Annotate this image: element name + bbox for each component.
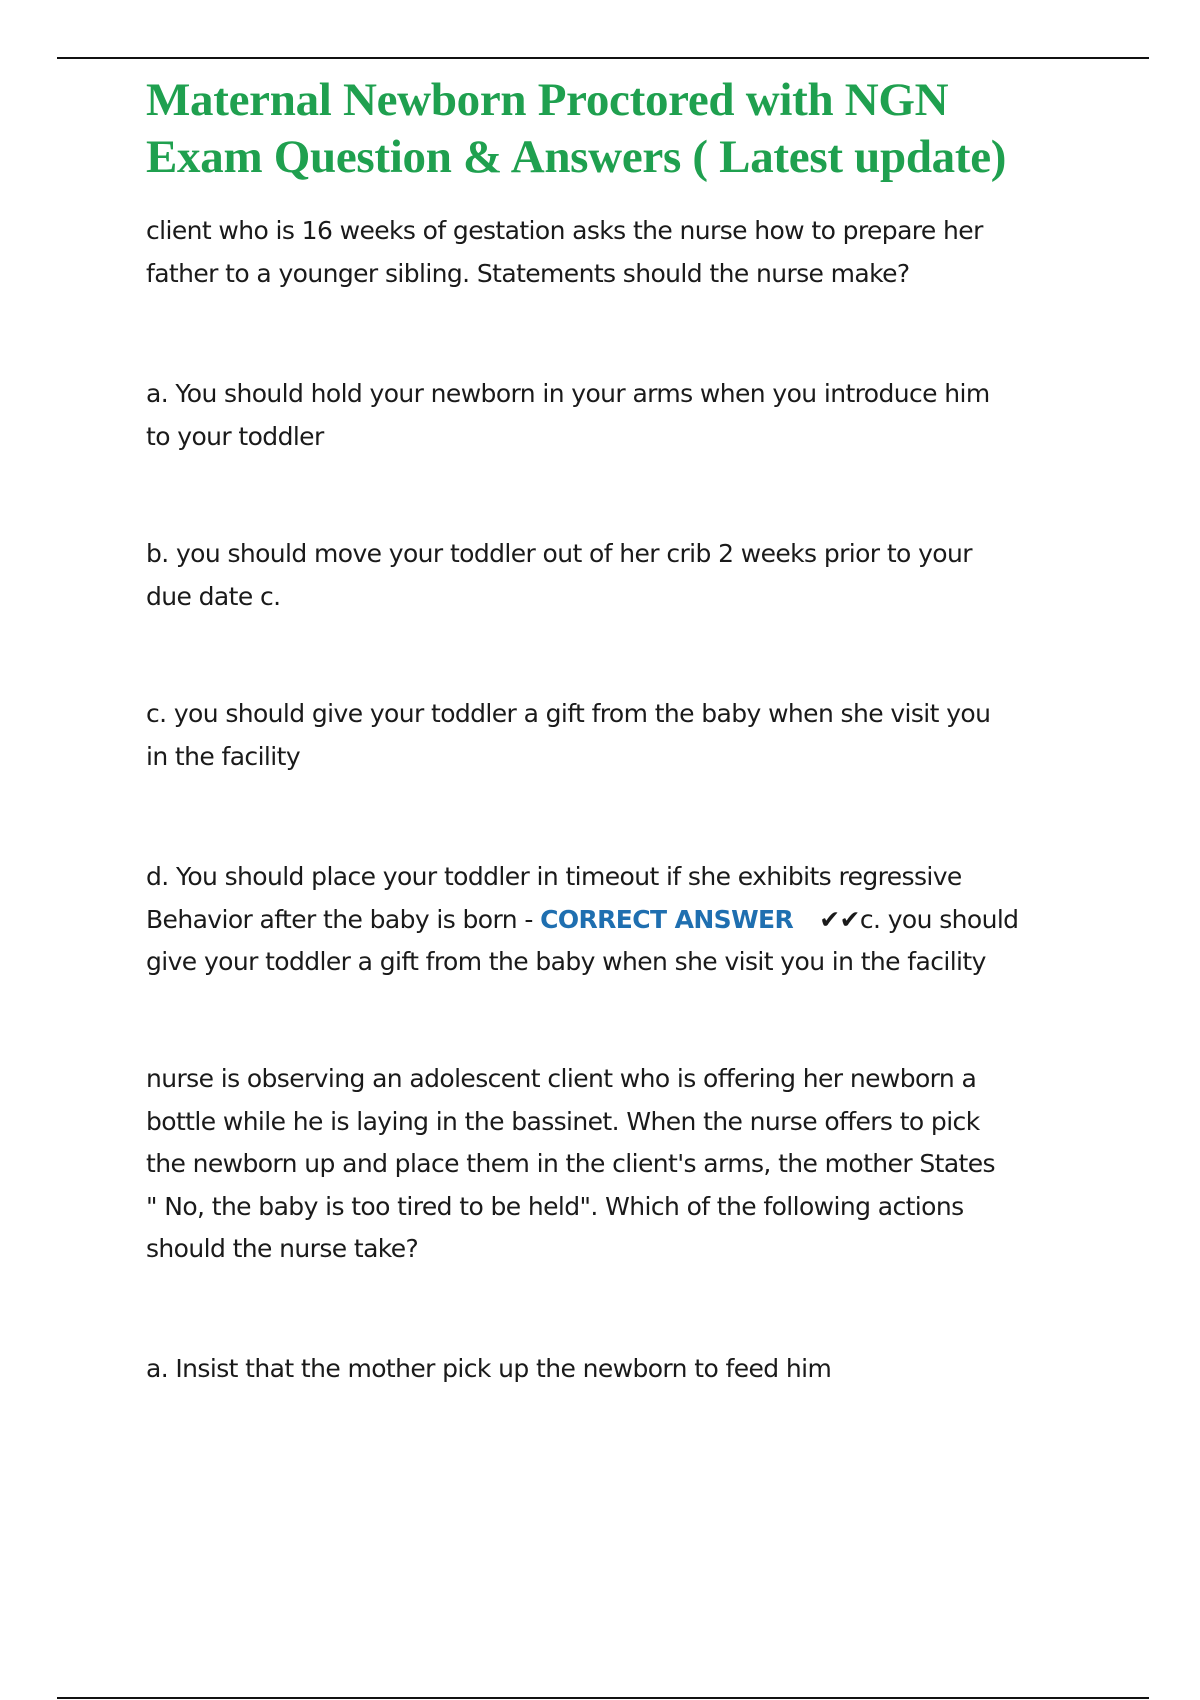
- text-line: c. you should give your toddler a gift from the baby when she visit you: [146, 699, 991, 728]
- text-line: the newborn up and place them in the client's arms, the mother States: [146, 1149, 995, 1178]
- answer-text: give your toddler a gift from the baby when she visit you in the facility: [146, 947, 986, 976]
- text-line: due date c.: [146, 581, 281, 611]
- text-line: bottle while he is laying in the bassinet. When the nurse offers to pick: [146, 1106, 980, 1136]
- answer-text: c. you should: [859, 904, 1019, 934]
- question-1-option-a: [146, 373, 990, 458]
- checkmark-icon: ✔✔: [819, 904, 860, 934]
- title-line: Exam Question & Answers ( Latest update): [146, 131, 1007, 183]
- text-line: d. You should place your toddler in timeout if she exhibits regressive: [146, 862, 962, 891]
- question-1-option-c: [146, 693, 990, 778]
- text-line: in the facility: [146, 741, 301, 771]
- text-span: Behavior after the baby is born -: [146, 904, 541, 934]
- text-line: " No, the baby is too tired to be held". Which of the following actions: [146, 1191, 964, 1221]
- text-line: to your toddler: [146, 421, 324, 451]
- text-line: a. Insist that the mother pick up the newborn to feed him: [146, 1354, 832, 1383]
- answer-line: [146, 899, 1018, 942]
- question-2-option-a: [146, 1348, 831, 1391]
- correct-answer-label: CORRECT ANSWER: [540, 904, 794, 934]
- text-line: a. You should hold your newborn in your arms when you introduce him: [146, 379, 990, 408]
- question-2-stem: [146, 1058, 995, 1271]
- question-1-stem: [146, 210, 983, 295]
- document-title: [146, 72, 1006, 186]
- text-line: should the nurse take?: [146, 1234, 419, 1263]
- top-rule: [57, 57, 1149, 59]
- title-line: Maternal Newborn Proctored with NGN: [146, 74, 949, 126]
- bottom-rule: [57, 1697, 1149, 1699]
- question-1-option-b: [146, 533, 972, 618]
- text-line: client who is 16 weeks of gestation asks the nurse how to prepare her: [146, 216, 983, 245]
- question-1-option-d: [146, 856, 1018, 984]
- text-line: father to a younger sibling. Statements should the nurse make?: [146, 258, 910, 288]
- text-line: b. you should move your toddler out of her crib 2 weeks prior to your: [146, 539, 972, 568]
- text-line: nurse is observing an adolescent client who is offering her newborn a: [146, 1064, 977, 1093]
